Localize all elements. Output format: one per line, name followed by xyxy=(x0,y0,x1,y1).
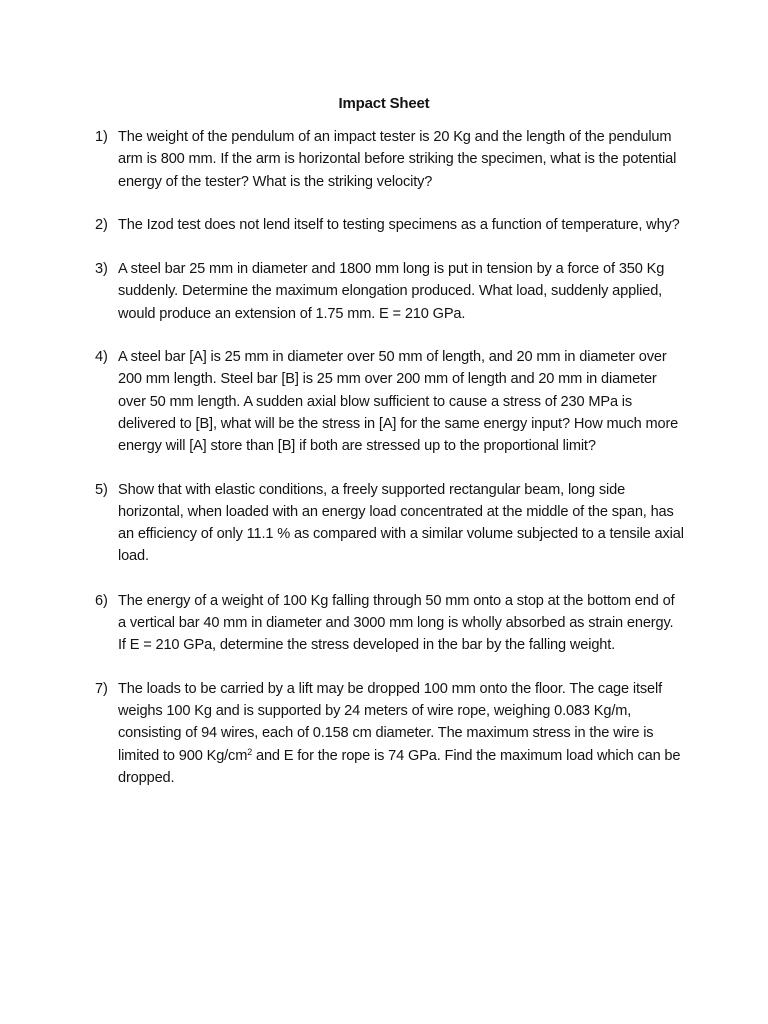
question-text xyxy=(118,678,685,789)
question-item xyxy=(95,258,685,325)
question-text-part: and E for the rope is 74 GPa. Find the maximum load which can be dropped. xyxy=(118,747,681,786)
question-number: 4) xyxy=(95,349,108,366)
question-list xyxy=(95,126,685,789)
question-number: 5) xyxy=(95,481,108,498)
question-number: 2) xyxy=(95,216,108,233)
question-item xyxy=(95,479,685,568)
document-title: Impact Sheet xyxy=(338,95,430,112)
question-number: 7) xyxy=(95,680,108,697)
question-text: A steel bar [A] is 25 mm in diameter over 50 mm of length, and 20 mm in diameter over 200 mm length. Steel bar [B] is 25 mm over 200 mm of length and 20 mm in diameter over 50 mm length. A sudden axial blow sufficient to cause a stress of 230 MPa is delivered to [B], what will be the stress in [A] for the same energy input? How much more energy will [A] store than [B] if both are stressed up to the proportional limit? xyxy=(118,349,679,455)
question-text: The Izod test does not lend itself to testing specimens as a function of temperature, why? xyxy=(118,216,680,233)
superscript: 2 xyxy=(247,746,253,757)
question-number: 1) xyxy=(95,129,108,145)
question-text: Show that with elastic conditions, a freely supported rectangular beam, long side horizontal, when loaded with an energy load concentrated at the middle of the span, has an efficiency of only 11.1 % as compared with a similar volume subjected to a tensile axial load. xyxy=(118,481,684,565)
question-text: A steel bar 25 mm in diameter and 1800 mm long is put in tension by a force of 350 Kg suddenly. Determine the maximum elongation produced. What load, suddenly applied, would produce an extension of 1.75 mm. E = 210 GPa. xyxy=(118,261,665,322)
question-number: 3) xyxy=(95,261,108,278)
question-text: The energy of a weight of 100 Kg falling through 50 mm onto a stop at the bottom end of a vertical bar 40 mm in diameter and 3000 mm long is wholly absorbed as strain energy. If E = 210 GPa, determine the stress developed in the bar by the falling weight. xyxy=(118,592,675,654)
question-item xyxy=(95,678,685,789)
question-item xyxy=(95,590,685,657)
question-item xyxy=(95,126,685,193)
question-text-part: The loads to be carried by a lift may be dropped 100 mm onto the floor. The cage itself weighs 100 Kg and is supported by 24 meters of wire rope, weighing 0.083 Kg/m, consisting of 94 wires, each of 0.158 cm diameter. The maximum stress in the wire is limited to 900 Kg/cm xyxy=(118,680,662,764)
question-item xyxy=(95,214,685,236)
question-item xyxy=(95,346,685,457)
question-number: 6) xyxy=(95,592,108,609)
question-text: The weight of the pendulum of an impact tester is 20 Kg and the length of the pendulum arm is 800 mm. If the arm is horizontal before striking the specimen, what is the potential energy of the tester? What is the striking velocity? xyxy=(118,129,677,190)
